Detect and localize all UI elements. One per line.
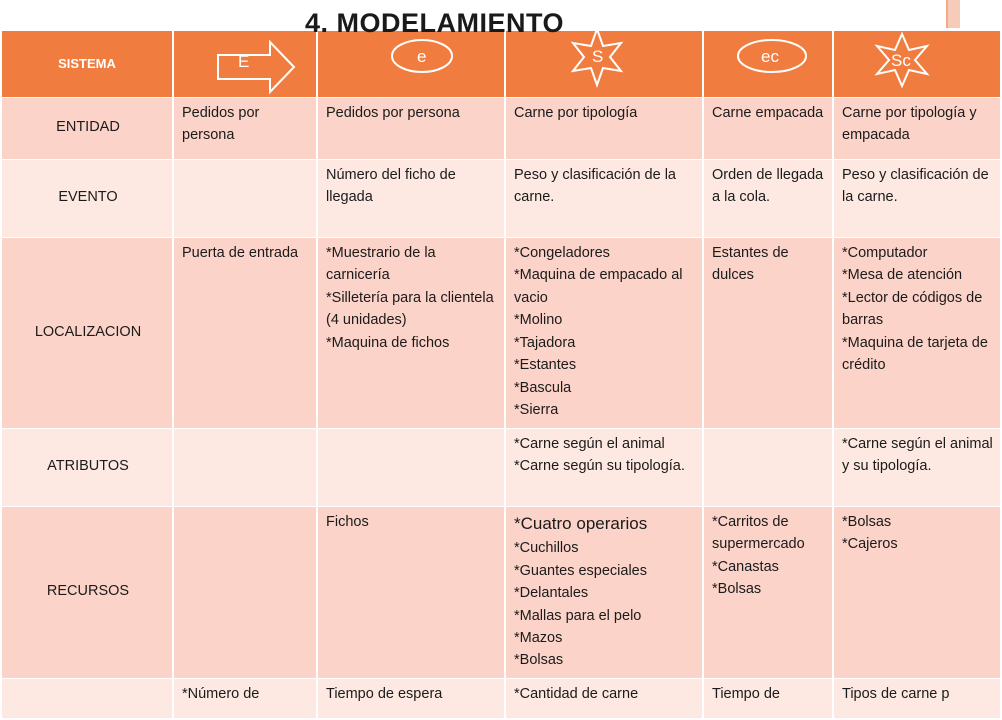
- symbol-entity-arrival: E: [238, 52, 250, 71]
- header-cell-server-star: [505, 31, 703, 98]
- table-cell: [505, 160, 703, 238]
- cell-line: *Carritos de supermercado: [712, 513, 805, 553]
- cell-line: *Cuatro operarios: [514, 513, 648, 533]
- cell-line: *Mesa de atención: [842, 267, 963, 284]
- cell-line: *Congeladores: [514, 245, 610, 261]
- star-symbol-icon: [834, 31, 1002, 97]
- table-cell: [703, 238, 833, 429]
- cell-line: Tipos de carne p: [842, 685, 950, 702]
- table-row-localizacion: [1, 238, 1001, 429]
- cell-line: *Guantes especiales: [514, 562, 647, 579]
- table-cell: [703, 678, 833, 718]
- cell-line: *Canastas: [712, 558, 779, 575]
- cell-line: *Bolsas: [712, 581, 762, 598]
- symbol-event: e: [417, 47, 427, 66]
- row-label: ATRIBUTOS: [1, 428, 173, 506]
- header-cell-ec-oval: [703, 31, 833, 98]
- cell-line: *Bascula: [514, 379, 572, 396]
- table-cell: [505, 98, 703, 160]
- table-cell: [173, 678, 317, 718]
- cell-line: *Carne según su tipología.: [514, 458, 685, 475]
- table-cell: [833, 160, 1001, 238]
- cell-line: Tiempo de espera: [326, 685, 443, 702]
- cell-line: Peso y clasificación de la carne.: [514, 167, 676, 206]
- table-header-row: [1, 31, 1001, 98]
- table-cell: [317, 98, 505, 160]
- slide-title: 4. MODELAMIENTO: [305, 8, 565, 38]
- cell-line: Fichos: [326, 513, 369, 530]
- table-cell: [173, 428, 317, 506]
- table-cell: [505, 238, 703, 429]
- cell-line: *Tajadora: [514, 334, 576, 351]
- table-cell: [833, 678, 1001, 718]
- cell-line: *Cajeros: [842, 536, 898, 553]
- slide-corner-decoration: [946, 0, 960, 28]
- cell-line: Pedidos por persona: [182, 105, 260, 144]
- cell-line: *Mazos: [514, 629, 563, 646]
- table-cell: [703, 160, 833, 238]
- modeling-table: [0, 30, 1002, 719]
- table-cell: [317, 678, 505, 718]
- table-cell: [317, 428, 505, 506]
- cell-line: *Silletería para la clientela (4 unidades): [326, 289, 494, 329]
- table-row-atributos: [1, 428, 1001, 506]
- table-cell: [703, 428, 833, 506]
- cell-line: *Estantes: [514, 357, 577, 374]
- symbol-sc: Sc: [891, 51, 911, 70]
- cell-line: *Cuchillos: [514, 540, 579, 557]
- cell-line: *Molino: [514, 312, 563, 329]
- table-cell: [173, 506, 317, 678]
- cell-line: Orden de llegada a la cola.: [712, 167, 824, 206]
- table-cell: [505, 428, 703, 506]
- table-row-partial: [1, 678, 1001, 718]
- cell-line: *Sierra: [514, 402, 559, 419]
- cell-line: *Mallas para el pelo: [514, 607, 642, 624]
- row-label: LOCALIZACION: [1, 238, 173, 429]
- table-cell: [833, 428, 1001, 506]
- table-cell: [317, 238, 505, 429]
- table-row-recursos: [1, 506, 1001, 678]
- cell-line: *Bolsas: [842, 513, 892, 530]
- cell-line: *Delantales: [514, 585, 589, 602]
- table-cell: [703, 98, 833, 160]
- table-cell: [173, 238, 317, 429]
- table-cell: [505, 506, 703, 678]
- row-label: [1, 678, 173, 718]
- cell-line: *Carne según el animal: [514, 435, 665, 452]
- symbol-server: S: [592, 47, 604, 66]
- table-row-entidad: [1, 98, 1001, 160]
- cell-line: Carne empacada: [712, 105, 824, 121]
- cell-line: *Lector de códigos de barras: [842, 289, 983, 329]
- symbol-ec: ec: [761, 47, 779, 66]
- cell-line: *Carne según el animal y su tipología.: [842, 435, 993, 475]
- table-cell: [833, 506, 1001, 678]
- table-cell: [173, 98, 317, 160]
- cell-line: Puerta de entrada: [182, 245, 299, 261]
- row-label: ENTIDAD: [1, 98, 173, 160]
- cell-line: *Maquina de empacado al vacio: [514, 267, 683, 306]
- row-label: RECURSOS: [1, 506, 173, 678]
- oval-symbol-icon: [318, 31, 506, 97]
- table-cell: [505, 678, 703, 718]
- cell-line: *Bolsas: [514, 652, 564, 669]
- cell-line: Peso y clasificación de la carne.: [842, 167, 989, 206]
- header-cell-entity-arrow: [173, 31, 317, 98]
- header-cell-event-oval: [317, 31, 505, 98]
- table-cell: [703, 506, 833, 678]
- cell-line: *Cantidad de carne: [514, 685, 639, 702]
- cell-line: Número del ficho de llegada: [326, 167, 456, 206]
- table-row-evento: [1, 160, 1001, 238]
- table-cell: [317, 160, 505, 238]
- cell-line: Estantes de dulces: [712, 245, 789, 284]
- cell-line: *Maquina de fichos: [326, 334, 450, 351]
- header-cell-sc-star: [833, 31, 1001, 98]
- cell-line: Tiempo de: [712, 685, 780, 702]
- system-header-cell: SISTEMA: [1, 31, 173, 98]
- cell-line: *Maquina de tarjeta de crédito: [842, 334, 988, 374]
- cell-line: *Número de: [182, 685, 260, 702]
- cell-line: Carne por tipología y empacada: [842, 105, 977, 144]
- cell-line: Pedidos por persona: [326, 105, 460, 121]
- table-cell: [317, 506, 505, 678]
- cell-line: Carne por tipología: [514, 105, 638, 121]
- star-symbol-icon: [506, 31, 704, 97]
- table-cell: [833, 238, 1001, 429]
- cell-line: *Computador: [842, 245, 928, 261]
- table-cell: [833, 98, 1001, 160]
- cell-line: *Muestrario de la carnicería: [326, 245, 436, 284]
- row-label: EVENTO: [1, 160, 173, 238]
- table-cell: [173, 160, 317, 238]
